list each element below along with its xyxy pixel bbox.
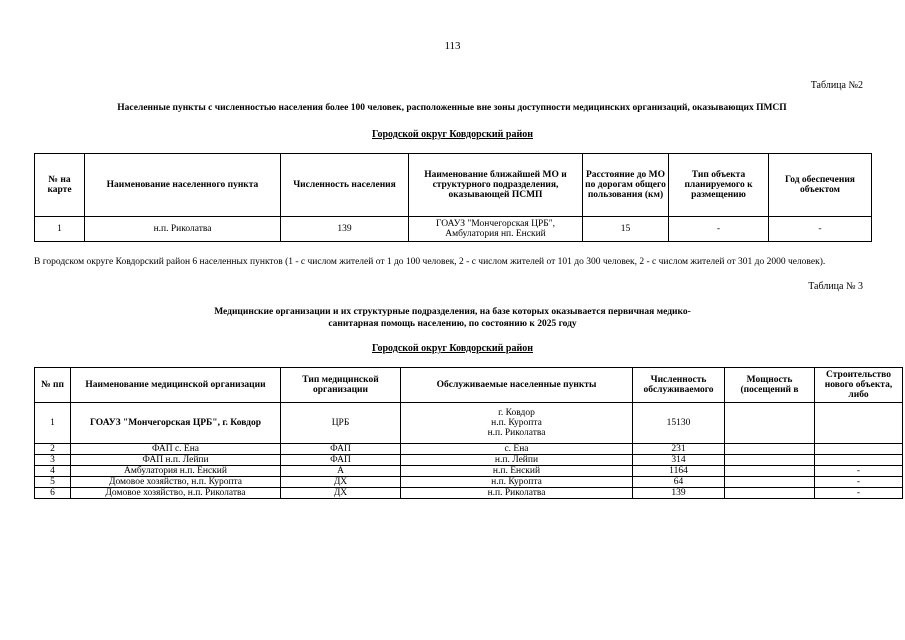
table-cell: 5 [35,477,71,488]
table-cell: 1164 [633,466,725,477]
table-cell: н.п. Куропта [401,477,633,488]
table2-header-nearest-mo: Наименование ближайшей МО и структурного подразделения, оказывающей ПСМП [409,154,583,217]
table3-label: Таблица № 3 [808,281,863,292]
table3-header-type: Тип медицинской организации [281,368,401,403]
table-cell: ДХ [281,477,401,488]
settlement-note: В городском округе Ковдорский район 6 населенных пунктов (1 - с числом жителей от 1 до 100 человек, 2 - с числом жителей от 101 до 300 человек, 2 - с числом жителей от 301 до 2000 человек). [34,257,826,267]
table-cell: ФАП [281,444,401,455]
table2-header-row [35,154,872,217]
table-cell: 64 [633,477,725,488]
table2-district: Городской округ Ковдорский район [372,129,533,140]
table3-title-line2: санитарная помощь населению, по состоянию к 2025 году [328,319,577,329]
table-cell: 139 [633,488,725,499]
table2-title: Населенные пункты с численностью населения более 100 человек, расположенные вне зоны доступности медицинских организаций, оказывающих ПМСП [117,103,787,113]
table-cell: 15130 [633,403,725,444]
table-cell: 1 [35,217,85,242]
table3-header-row [35,368,903,403]
table3-header-organization: Наименование медицинской организации [71,368,281,403]
table-cell: Домовое хозяйство, н.п. Куропта [71,477,281,488]
table3-header-capacity: Мощность (посещений в [725,368,815,403]
table-cell [815,403,903,444]
table-cell: с. Ёна [401,444,633,455]
table-cell: 2 [35,444,71,455]
table3 [34,367,903,499]
table2-header-settlement: Наименование населенного пункта [85,154,281,217]
table-cell: г. Ковдор н.п. Куропта н.п. Риколатва [401,403,633,444]
table-cell [725,444,815,455]
table-cell: ФАП с. Ёна [71,444,281,455]
table2-header-distance: Расстояние до МО по дорогам общего пользования (км) [583,154,669,217]
table-cell: - [815,477,903,488]
table-cell [815,455,903,466]
table2-header-year: Год обеспечения объектом [769,154,872,217]
table-cell: ГОАУЗ "Мончегорская ЦРБ", г. Ковдор [71,403,281,444]
table-cell [725,488,815,499]
table-cell: 314 [633,455,725,466]
table2-header-object-type: Тип объекта планируемого к размещению [669,154,769,217]
table-row [35,403,903,444]
table2-header-population: Численность населения [281,154,409,217]
table-cell: 4 [35,466,71,477]
table3-header-settlements: Обслуживаемые населенные пункты [401,368,633,403]
table3-header-no: № пп [35,368,71,403]
table-row [35,444,903,455]
table-cell [725,403,815,444]
table-cell [725,455,815,466]
table-cell: ФАП [281,455,401,466]
table-cell: - [815,488,903,499]
table-cell: А [281,466,401,477]
table3-title [0,306,905,330]
table-cell [725,477,815,488]
table3-header-population: Численность обслуживаемого [633,368,725,403]
table2-label: Таблица №2 [810,80,863,91]
table-cell: ФАП н.п. Лейпи [71,455,281,466]
table-cell: Домовое хозяйство, н.п. Риколатва [71,488,281,499]
table3-district: Городской округ Ковдорский район [372,343,533,354]
table2-header-map-no: № на карте [35,154,85,217]
table-cell: 6 [35,488,71,499]
table-row [35,477,903,488]
table3-title-line1: Медицинские организации и их структурные подразделения, на базе которых оказывается первичная медико- [214,307,691,317]
table-cell: н.п. Лейпи [401,455,633,466]
table-cell: 139 [281,217,409,242]
table3-header-construction: Строительство нового объекта, либо [815,368,903,403]
table-cell: ЦРБ [281,403,401,444]
table-cell [725,466,815,477]
table-row [35,455,903,466]
table-row [35,488,903,499]
table-cell: н.п. Риколатва [401,488,633,499]
table-cell: Амбулатория н.п. Ёнский [71,466,281,477]
table-cell [815,444,903,455]
table-cell: - [669,217,769,242]
table-cell: н.п. Ёнский [401,466,633,477]
table-row [35,466,903,477]
table-cell: - [769,217,872,242]
page-number: 113 [444,40,461,52]
table-row [35,217,872,242]
table-cell: 1 [35,403,71,444]
table-cell: - [815,466,903,477]
table-cell: ДХ [281,488,401,499]
table-cell: ГОАУЗ "Мончегорская ЦРБ", Амбулатория нп. Енский [409,217,583,242]
table-cell: 231 [633,444,725,455]
table-cell: 15 [583,217,669,242]
table-cell: н.п. Риколатва [85,217,281,242]
table-cell: 3 [35,455,71,466]
table2 [34,153,872,242]
